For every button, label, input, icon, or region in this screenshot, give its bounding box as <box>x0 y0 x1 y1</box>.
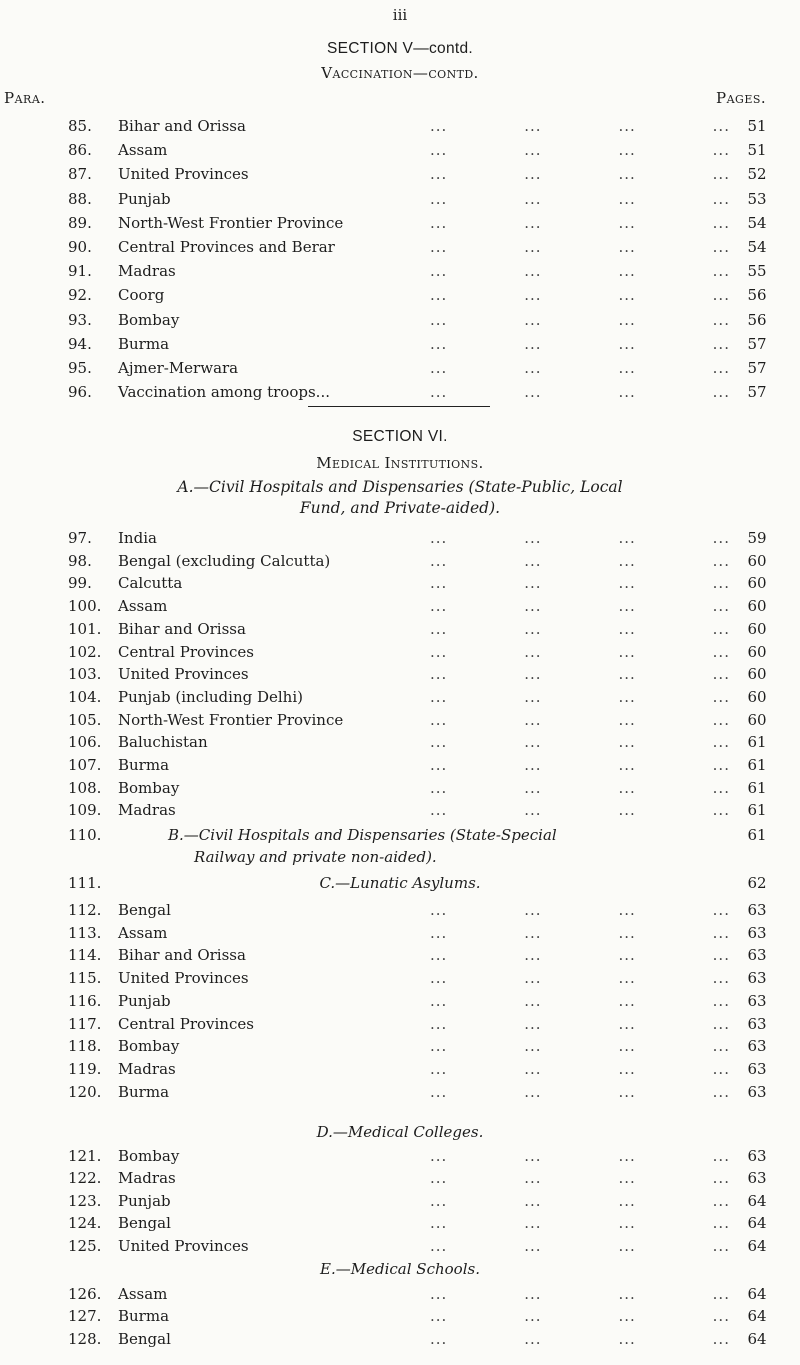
page-number-cell: 64 <box>747 1191 767 1210</box>
page-number-cell: 63 <box>747 901 767 919</box>
para-number: 122. <box>68 1169 102 1188</box>
table-row <box>0 115 800 137</box>
para-number: 91. <box>68 262 92 281</box>
entry-label: Central Provinces and Berar <box>118 238 335 256</box>
leader-dots: ... ... ... ... <box>430 597 730 616</box>
para-number: 98. <box>68 551 92 570</box>
page-number-cell: 61 <box>747 733 767 752</box>
table-row <box>0 1212 800 1234</box>
table-row <box>0 990 800 1012</box>
para-number: 85. <box>68 117 92 135</box>
leader-dots: ... ... ... ... <box>430 1214 730 1233</box>
page-number-cell: 60 <box>747 665 767 684</box>
page-number-cell: 63 <box>747 923 767 942</box>
entry-label: United Provinces <box>118 165 249 184</box>
table-row <box>0 1058 800 1080</box>
group-a-heading-cont: Fund, and Private-aided). <box>299 499 501 517</box>
entry-label: Assam <box>118 1285 168 1303</box>
entry-label: Burma <box>118 334 170 353</box>
para-number: 124. <box>68 1214 102 1233</box>
page-number-cell: 56 <box>747 286 767 305</box>
entry-label: Bihar and Orissa <box>118 117 246 135</box>
leader-dots: ... ... ... ... <box>430 574 730 593</box>
para-number: 100. <box>68 597 102 616</box>
leader-dots: ... ... ... ... <box>430 1147 730 1165</box>
leader-dots: ... ... ... ... <box>430 334 730 353</box>
leader-dots: ... ... ... ... <box>430 1037 730 1056</box>
page-number-cell: 61 <box>747 778 767 797</box>
table-row <box>0 1305 800 1327</box>
leader-dots: ... ... ... ... <box>430 1059 730 1078</box>
page-number-cell: 63 <box>747 1147 767 1165</box>
table-row <box>0 595 800 617</box>
para-number: 126. <box>68 1285 102 1303</box>
table-row <box>0 1081 800 1103</box>
page-number-cell: 60 <box>747 687 767 706</box>
leader-dots: ... ... ... ... <box>430 642 730 661</box>
group-b-heading: B.—Civil Hospitals and Dispensaries (State-Special <box>168 826 557 844</box>
section-5-subtitle: Vaccination—contd. <box>321 64 479 82</box>
para-number: 125. <box>68 1236 102 1255</box>
para-number: 107. <box>68 756 102 774</box>
page-number: iii <box>392 6 408 24</box>
leader-dots: ... ... ... ... <box>430 1236 730 1255</box>
entry-label: Punjab <box>118 991 171 1010</box>
table-row <box>0 333 800 355</box>
page-number-cell: 53 <box>747 189 767 208</box>
page-number-cell: 51 <box>747 117 767 135</box>
leader-dots: ... ... ... ... <box>430 551 730 570</box>
entry-label: United Provinces <box>118 969 249 988</box>
para-number: 94. <box>68 334 92 353</box>
leader-dots: ... ... ... ... <box>430 310 730 329</box>
entry-label: Assam <box>118 923 168 942</box>
table-row <box>0 1190 800 1212</box>
para-number: 123. <box>68 1191 102 1210</box>
table-row <box>0 1167 800 1189</box>
page-number-cell: 57 <box>747 383 767 402</box>
para-number: 95. <box>68 359 92 377</box>
para-number: 101. <box>68 619 102 638</box>
page-number-cell: 60 <box>747 710 767 729</box>
page-number-cell: 63 <box>747 1014 767 1033</box>
table-row <box>0 754 800 776</box>
table-row <box>0 284 800 306</box>
group-a-heading: A.—Civil Hospitals and Dispensaries (State-Public, Local <box>177 478 623 496</box>
section-divider <box>308 406 490 407</box>
page-number-cell: 54 <box>747 213 767 232</box>
para-number: 128. <box>68 1329 102 1348</box>
leader-dots: ... ... ... ... <box>430 141 730 160</box>
entry-label: North-West Frontier Province <box>118 710 344 729</box>
leader-dots: ... ... ... ... <box>430 756 730 774</box>
leader-dots: ... ... ... ... <box>430 359 730 377</box>
table-row <box>0 572 800 594</box>
page-number-cell: 63 <box>747 1169 767 1188</box>
leader-dots: ... ... ... ... <box>430 286 730 305</box>
para-number: 118. <box>68 1037 102 1056</box>
table-row <box>0 357 800 379</box>
table-row <box>0 922 800 944</box>
para-number: 102. <box>68 642 102 661</box>
leader-dots: ... ... ... ... <box>430 165 730 184</box>
leader-dots: ... ... ... ... <box>430 1307 730 1326</box>
leader-dots: ... ... ... ... <box>430 117 730 135</box>
entry-label: Ajmer-Merwara <box>118 359 239 377</box>
page-number-cell: 64 <box>747 1285 767 1303</box>
group-d-heading: D.—Medical Colleges. <box>316 1123 484 1141</box>
page-number-cell: 63 <box>747 946 767 965</box>
group-e-heading: E.—Medical Schools. <box>320 1260 480 1278</box>
table-row <box>0 212 800 234</box>
page-number-cell: 51 <box>747 141 767 160</box>
table-row <box>0 139 800 161</box>
page-number-cell: 60 <box>747 642 767 661</box>
para-number: 99. <box>68 574 92 593</box>
para-number: 89. <box>68 213 92 232</box>
para-number: 93. <box>68 310 92 329</box>
entry-label: Coorg <box>118 286 165 305</box>
leader-dots: ... ... ... ... <box>430 1285 730 1303</box>
page-number-cell: 55 <box>747 262 767 281</box>
entry-label: Punjab <box>118 189 171 208</box>
para-number: 87. <box>68 165 92 184</box>
entry-label: Central Provinces <box>118 642 254 661</box>
page-number-cell: 64 <box>747 1307 767 1326</box>
entry-label: Burma <box>118 1307 170 1326</box>
group-b-heading-cont: Railway and private non-aided). <box>194 848 437 866</box>
para-number: 116. <box>68 991 102 1010</box>
table-row <box>0 1013 800 1035</box>
para-number: 86. <box>68 141 92 160</box>
table-row <box>0 618 800 640</box>
table-row <box>0 1328 800 1350</box>
leader-dots: ... ... ... ... <box>430 778 730 797</box>
page-number-cell: 60 <box>747 551 767 570</box>
table-row <box>0 967 800 989</box>
page-number-cell: 57 <box>747 334 767 353</box>
page-number-cell: 61 <box>747 756 767 774</box>
leader-dots: ... ... ... ... <box>430 665 730 684</box>
table-row <box>0 260 800 282</box>
section-6-title: SECTION VI. <box>352 428 448 445</box>
page-number-cell: 57 <box>747 359 767 377</box>
para-number: 121. <box>68 1147 102 1165</box>
para-number: 109. <box>68 801 102 820</box>
table-row <box>0 163 800 185</box>
leader-dots: ... ... ... ... <box>430 801 730 820</box>
table-row <box>0 1145 800 1167</box>
table-row <box>0 663 800 685</box>
table-row <box>0 686 800 708</box>
para-number: 110. <box>68 826 102 844</box>
entry-label: Bengal (excluding Calcutta) <box>118 551 331 570</box>
entry-label: Bombay <box>118 1147 180 1165</box>
para-number: 119. <box>68 1059 102 1078</box>
leader-dots: ... ... ... ... <box>430 213 730 232</box>
para-number: 90. <box>68 238 92 256</box>
table-row <box>0 944 800 966</box>
para-number: 115. <box>68 969 102 988</box>
leader-dots: ... ... ... ... <box>430 1191 730 1210</box>
para-number: 120. <box>68 1082 102 1101</box>
entry-label: Madras <box>118 1169 176 1188</box>
leader-dots: ... ... ... ... <box>430 1329 730 1348</box>
para-number: 97. <box>68 529 92 547</box>
table-row <box>0 381 800 403</box>
para-number: 112. <box>68 901 102 919</box>
pages-column-header: Pages. <box>716 89 767 107</box>
section-6-subtitle: Medical Institutions. <box>316 454 484 472</box>
entry-label: Burma <box>118 756 170 774</box>
entry-label: Bengal <box>118 1214 171 1233</box>
table-row <box>0 188 800 210</box>
entry-label: Assam <box>118 597 168 616</box>
para-number: 106. <box>68 733 102 752</box>
entry-label: India <box>118 529 157 547</box>
entry-label: Calcutta <box>118 574 183 593</box>
entry-label: Baluchistan <box>118 733 208 752</box>
para-number: 117. <box>68 1014 102 1033</box>
page-number-cell: 52 <box>747 165 767 184</box>
entry-label: Bengal <box>118 901 171 919</box>
page-number-cell: 61 <box>747 826 767 844</box>
page-number-cell: 63 <box>747 1037 767 1056</box>
table-row <box>0 236 800 258</box>
page-number-cell: 60 <box>747 597 767 616</box>
page-number-cell: 60 <box>747 574 767 593</box>
para-number: 113. <box>68 923 102 942</box>
page-number-cell: 63 <box>747 1082 767 1101</box>
entry-label: Central Provinces <box>118 1014 254 1033</box>
table-row <box>0 799 800 821</box>
entry-label: Madras <box>118 801 176 820</box>
leader-dots: ... ... ... ... <box>430 901 730 919</box>
entry-label: Bombay <box>118 310 180 329</box>
leader-dots: ... ... ... ... <box>430 946 730 965</box>
leader-dots: ... ... ... ... <box>430 1082 730 1101</box>
table-row <box>0 641 800 663</box>
page-number-cell: 63 <box>747 969 767 988</box>
para-number: 114. <box>68 946 102 965</box>
table-row <box>0 899 800 921</box>
entry-label: Bengal <box>118 1329 171 1348</box>
section-5-title: SECTION V—contd. <box>326 40 474 57</box>
page-number-cell: 64 <box>747 1236 767 1255</box>
leader-dots: ... ... ... ... <box>430 923 730 942</box>
table-row <box>0 731 800 753</box>
para-number: 103. <box>68 665 102 684</box>
page-number-cell: 63 <box>747 1059 767 1078</box>
leader-dots: ... ... ... ... <box>430 238 730 256</box>
entry-label: Bombay <box>118 778 180 797</box>
leader-dots: ... ... ... ... <box>430 710 730 729</box>
table-row <box>0 709 800 731</box>
page-number-cell: 61 <box>747 801 767 820</box>
group-c-heading: C.—Lunatic Asylums. <box>319 874 481 892</box>
leader-dots: ... ... ... ... <box>430 262 730 281</box>
entry-label: Bombay <box>118 1037 180 1056</box>
table-row <box>0 309 800 331</box>
para-number: 96. <box>68 383 92 402</box>
leader-dots: ... ... ... ... <box>430 529 730 547</box>
entry-label: Assam <box>118 141 168 160</box>
entry-label: Vaccination among troops... <box>118 383 330 402</box>
entry-label: Madras <box>118 1059 176 1078</box>
entry-label: Burma <box>118 1082 170 1101</box>
entry-label: Punjab (including Delhi) <box>118 687 303 706</box>
entry-label: Bihar and Orissa <box>118 946 246 965</box>
para-column-header: Para. <box>4 89 46 107</box>
table-row <box>0 1283 800 1305</box>
page-number-cell: 54 <box>747 238 767 256</box>
page-number-cell: 60 <box>747 619 767 638</box>
leader-dots: ... ... ... ... <box>430 733 730 752</box>
para-number: 111. <box>68 874 102 892</box>
table-row <box>0 1035 800 1057</box>
leader-dots: ... ... ... ... <box>430 619 730 638</box>
leader-dots: ... ... ... ... <box>430 1169 730 1188</box>
leader-dots: ... ... ... ... <box>430 969 730 988</box>
entry-label: Bihar and Orissa <box>118 619 246 638</box>
entry-label: Madras <box>118 262 176 281</box>
para-number: 92. <box>68 286 92 305</box>
table-row <box>0 777 800 799</box>
entry-label: North-West Frontier Province <box>118 213 344 232</box>
para-number: 104. <box>68 687 102 706</box>
entry-label: United Provinces <box>118 1236 249 1255</box>
leader-dots: ... ... ... ... <box>430 383 730 402</box>
para-number: 108. <box>68 778 102 797</box>
leader-dots: ... ... ... ... <box>430 1014 730 1033</box>
leader-dots: ... ... ... ... <box>430 189 730 208</box>
para-number: 105. <box>68 710 102 729</box>
page-number-cell: 59 <box>747 529 767 547</box>
table-row <box>0 1235 800 1257</box>
leader-dots: ... ... ... ... <box>430 991 730 1010</box>
para-number: 88. <box>68 189 92 208</box>
entry-label: United Provinces <box>118 665 249 684</box>
page-number-cell: 63 <box>747 991 767 1010</box>
page-number-cell: 64 <box>747 1214 767 1233</box>
page-number-cell: 56 <box>747 310 767 329</box>
para-number: 127. <box>68 1307 102 1326</box>
page-number-cell: 62 <box>747 874 767 892</box>
page-number-cell: 64 <box>747 1329 767 1348</box>
table-row <box>0 527 800 549</box>
leader-dots: ... ... ... ... <box>430 687 730 706</box>
table-row <box>0 550 800 572</box>
entry-label: Punjab <box>118 1191 171 1210</box>
